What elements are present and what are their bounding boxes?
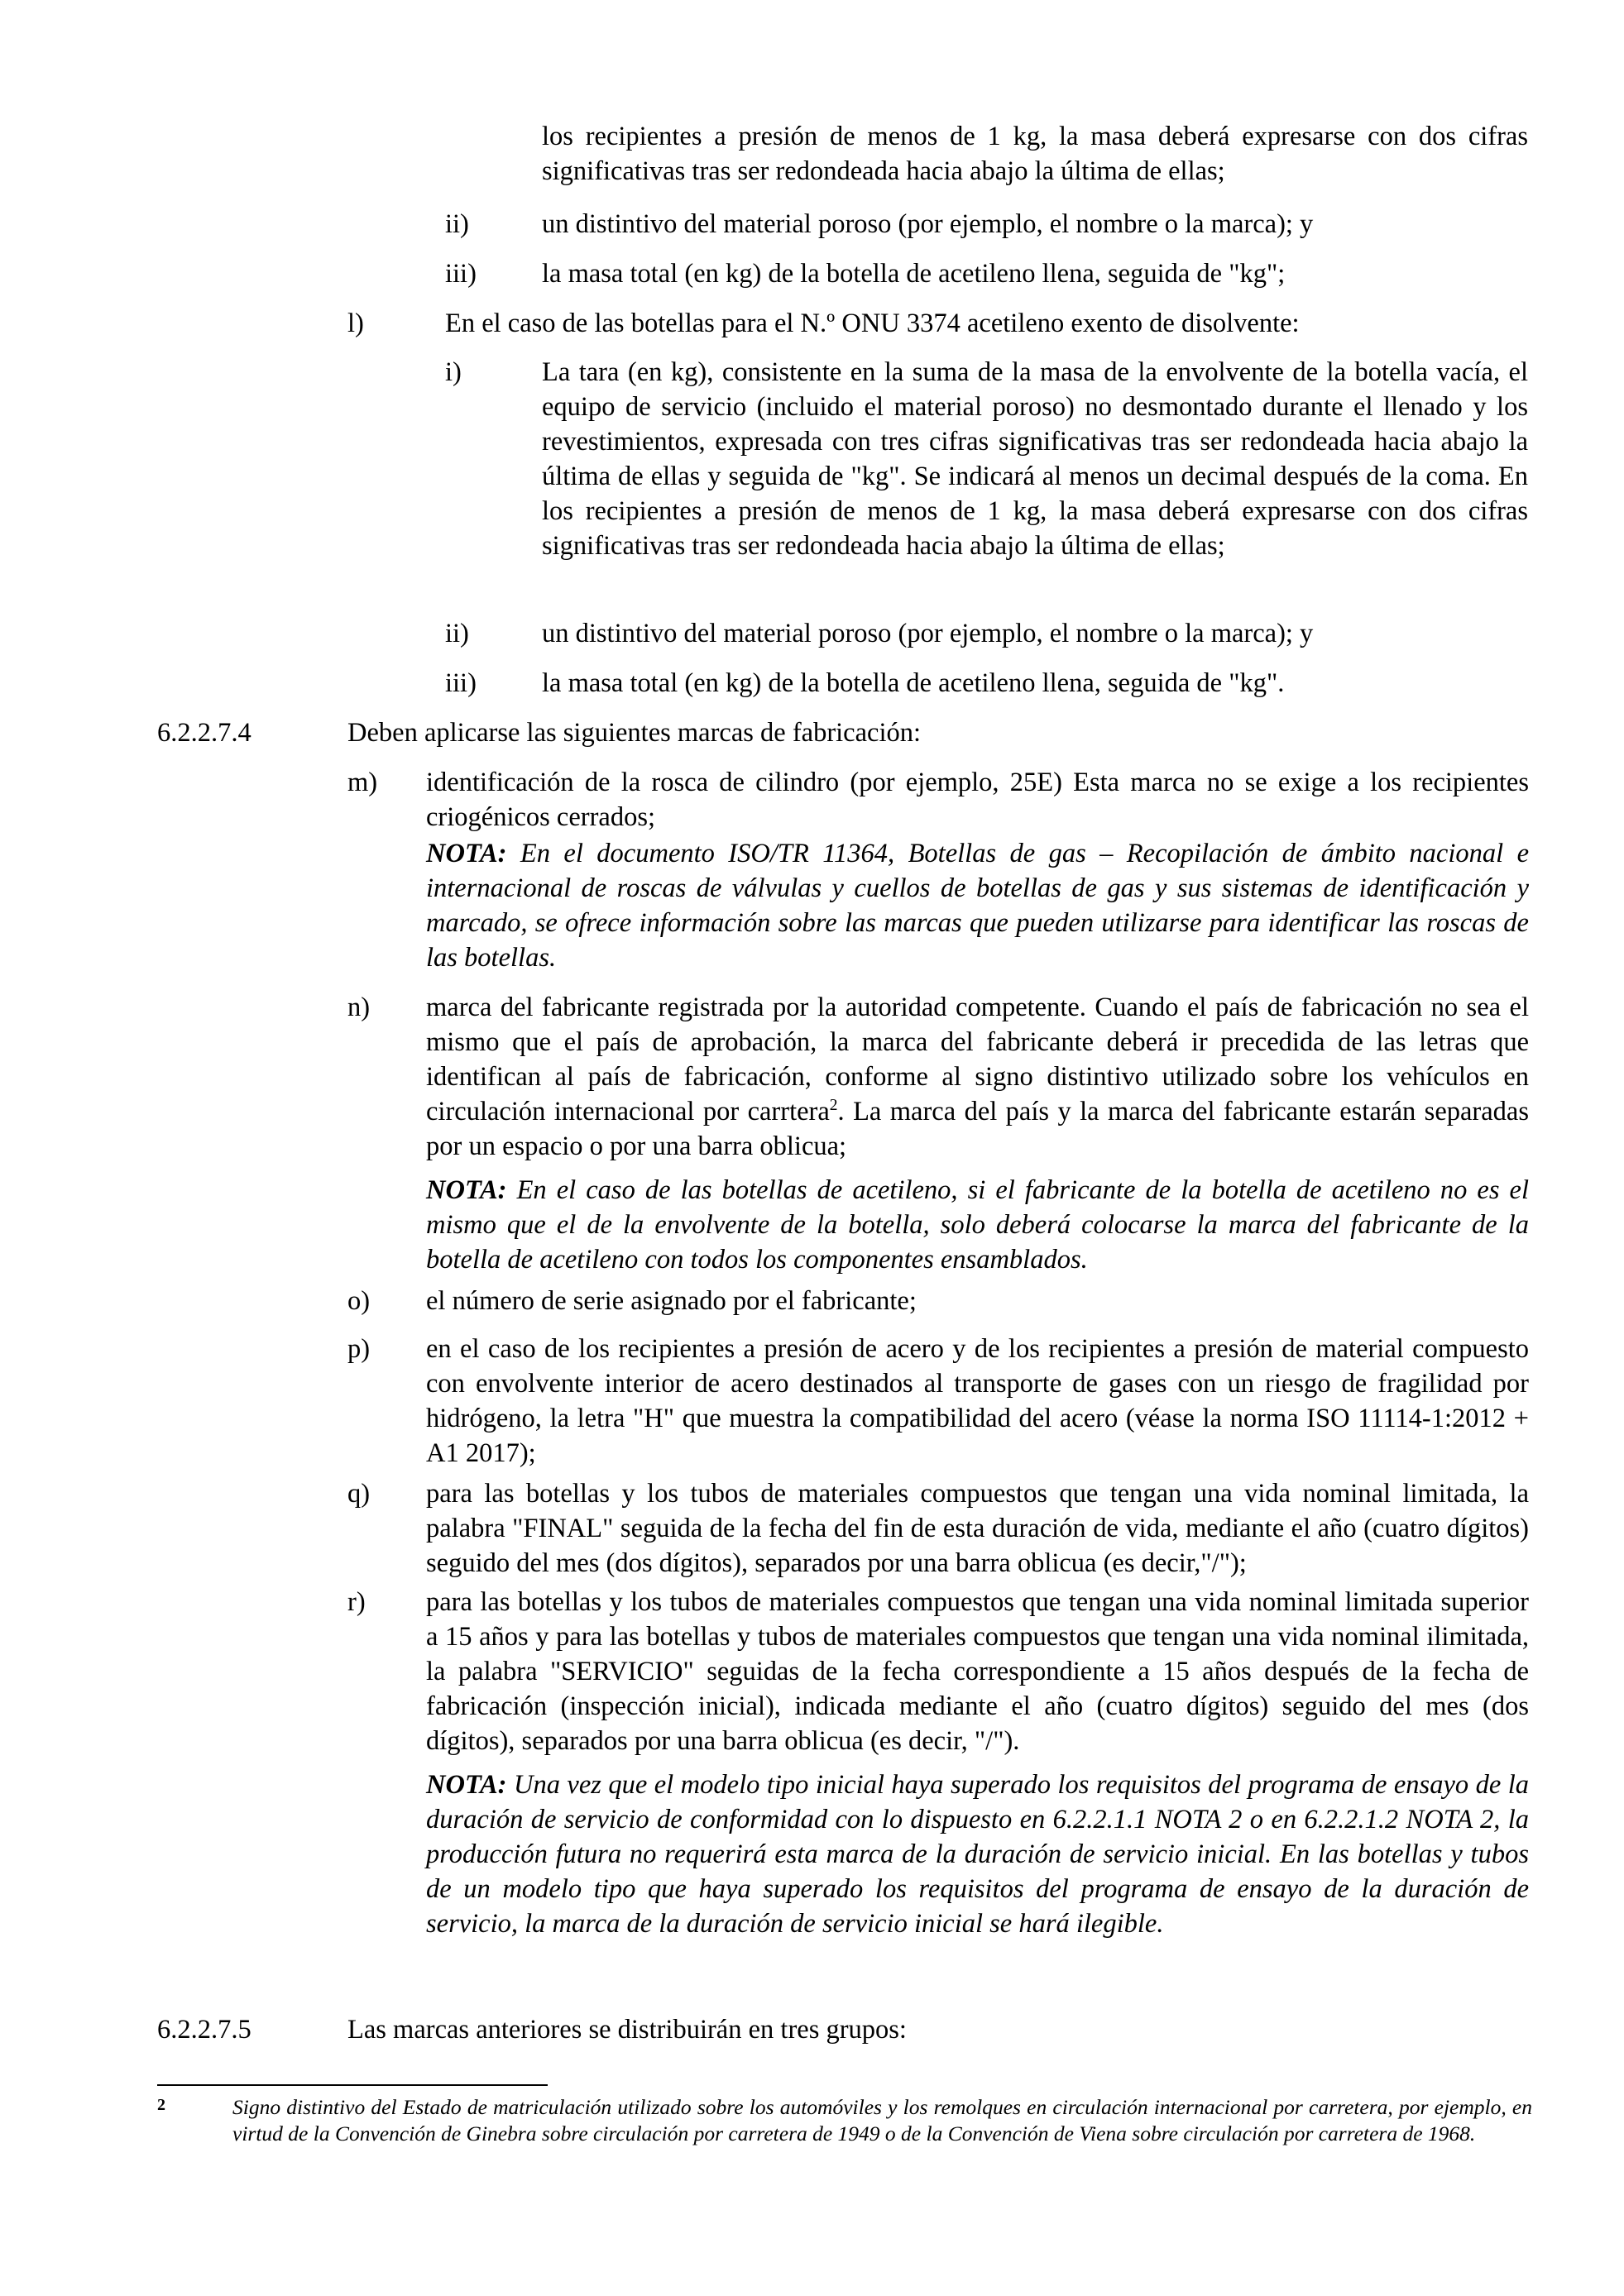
section-heading: Deben aplicarse las siguientes marcas de fabricación: [347,718,922,748]
footnote-number: 2 [157,2096,165,2114]
list-item-text [426,990,1529,1164]
footnote-text: Signo distintivo del Estado de matriculación utilizado sobre los automóviles y los remolques en circulación internacional por carretera, por ejemplo, en virtud de la Convención de Ginebra sobre circulación por carretera de 1949 o de la Convención de Viena sobre circulación por carretera de 1968. [232,2095,1532,2145]
list-item-text: un distintivo del material poroso (por ejemplo, el nombre o la marca); y [542,209,1314,239]
list-item-text: La tara (en kg), consistente en la suma de la masa de la envolvente de la botella vacía, el equipo de servicio (incluido el material poroso) no desmontado durante el llenado y los revestimientos, expresada con tres cifras significativas tras ser redondeada hacia abajo la última de ellas y seguida de "kg". Se indicará al menos un decimal después de la coma. En los recipientes a presión de menos de 1 kg, la masa deberá expresarse con dos cifras significativas tras ser redondeada hacia abajo la última de ellas; [542,357,1528,561]
item-text-part: . La marca del país y la marca del fabricante estarán separadas por un espacio o por una barra oblicua; [426,1097,1529,1161]
paragraph-continuation: los recipientes a presión de menos de 1 kg, la masa deberá expresarse con dos cifras significativas tras ser redondeada hacia abajo la última de ellas; [542,122,1528,186]
note-text: En el caso de las botellas de acetileno, si el fabricante de la botella de acetileno no es el mismo que el de la envolvente de la botella, solo deberá colocarse la marca del fabricante de la botella de acetileno con todos los componentes ensamblados. [426,1175,1529,1275]
item-label: p) [347,1334,371,1364]
item-label: ii) [445,619,469,648]
item-label: l) [347,309,364,338]
section-heading: Las marcas anteriores se distribuirán en tres grupos: [347,2015,907,2045]
list-item-text: la masa total (en kg) de la botella de acetileno llena, seguida de "kg"; [542,259,1286,289]
note-block [426,1767,1529,1941]
list-item-text: un distintivo del material poroso (por ejemplo, el nombre o la marca); y [542,619,1314,648]
note-keyword: NOTA: [426,1175,507,1205]
item-label: m) [347,768,378,797]
list-item-text: En el caso de las botellas para el N.º ONU 3374 acetileno exento de disolvente: [445,309,1300,338]
section-number: 6.2.2.7.4 [157,718,252,748]
list-item-text: la masa total (en kg) de la botella de acetileno llena, seguida de "kg". [542,668,1285,698]
footnote-separator [157,2084,548,2086]
note-block [426,836,1529,975]
note-text: Una vez que el modelo tipo inicial haya superado los requisitos del programa de ensayo de la duración de servicio de conformidad con lo dispuesto en 6.2.2.1.1 NOTA 2 o en 6.2.2.1.2 NOTA 2, la producción futura no requerirá esta marca de la duración de servicio inicial. En las botellas y tubos de un modelo tipo que haya superado los requisitos del programa de ensayo de la duración de servicio, la marca de la duración de servicio inicial se hará ilegible. [426,1770,1530,1939]
note-block [426,1173,1529,1277]
note-keyword: NOTA: [426,839,507,868]
footnote-reference[interactable]: 2 [829,1097,838,1115]
note-text: En el documento ISO/TR 11364, Botellas de gas – Recopilación de ámbito nacional e internacional de roscas de válvulas y cuellos de botellas de gas y sus sistemas de identificación y marcado, se ofrece información sobre las marcas que pueden utilizarse para identificar las roscas de las botellas. [426,839,1530,973]
item-label: iii) [445,259,477,289]
section-number: 6.2.2.7.5 [157,2015,252,2045]
item-label: i) [445,357,462,387]
item-label: n) [347,993,371,1022]
list-item-text: para las botellas y los tubos de materiales compuestos que tengan una vida nominal limitada, la palabra "FINAL" seguida de la fecha del fin de esta duración de vida, mediante el año (cuatro dígitos) seguido del mes (dos dígitos), separados por una barra oblicua (es decir,"/"); [426,1479,1529,1578]
item-label: r) [347,1587,366,1617]
list-item-text: para las botellas y los tubos de materiales compuestos que tengan una vida nominal limitada superior a 15 años y para las botellas y tubos de materiales compuestos que tengan una vida nominal ilimitada, la palabra "SERVICIO" seguidas de la fecha correspondiente a 15 años después de la fecha de fabricación (inspección inicial), indicada mediante el año (cuatro dígitos) seguido del mes (dos dígitos), separados por una barra oblicua (es decir, "/"). [426,1587,1529,1756]
list-item-text: el número de serie asignado por el fabricante; [426,1286,917,1316]
list-item-text: en el caso de los recipientes a presión de acero y de los recipientes a presión de material compuesto con envolvente interior de acero destinados al transporte de gases con un riesgo de fragilidad por hidrógeno, la letra "H" que muestra la compatibilidad del acero (véase la norma ISO 11114-1:2012 + A1 2017); [426,1334,1529,1468]
item-label: ii) [445,209,469,239]
item-label: iii) [445,668,477,698]
item-label: q) [347,1479,371,1509]
list-item-text: identificación de la rosca de cilindro (por ejemplo, 25E) Esta marca no se exige a los recipientes criogénicos cerrados; [426,768,1529,832]
item-label: o) [347,1286,371,1316]
note-keyword: NOTA: [426,1770,507,1800]
item-text-part: marca del fabricante registrada por la autoridad competente. Cuando el país de fabricación no sea el mismo que el país de aprobación, la marca del fabricante deberá ir precedida de las letras que identifican al país de fabricación, conforme al signo distintivo utilizado sobre los vehículos en circulación internacional por carrtera [426,993,1529,1126]
